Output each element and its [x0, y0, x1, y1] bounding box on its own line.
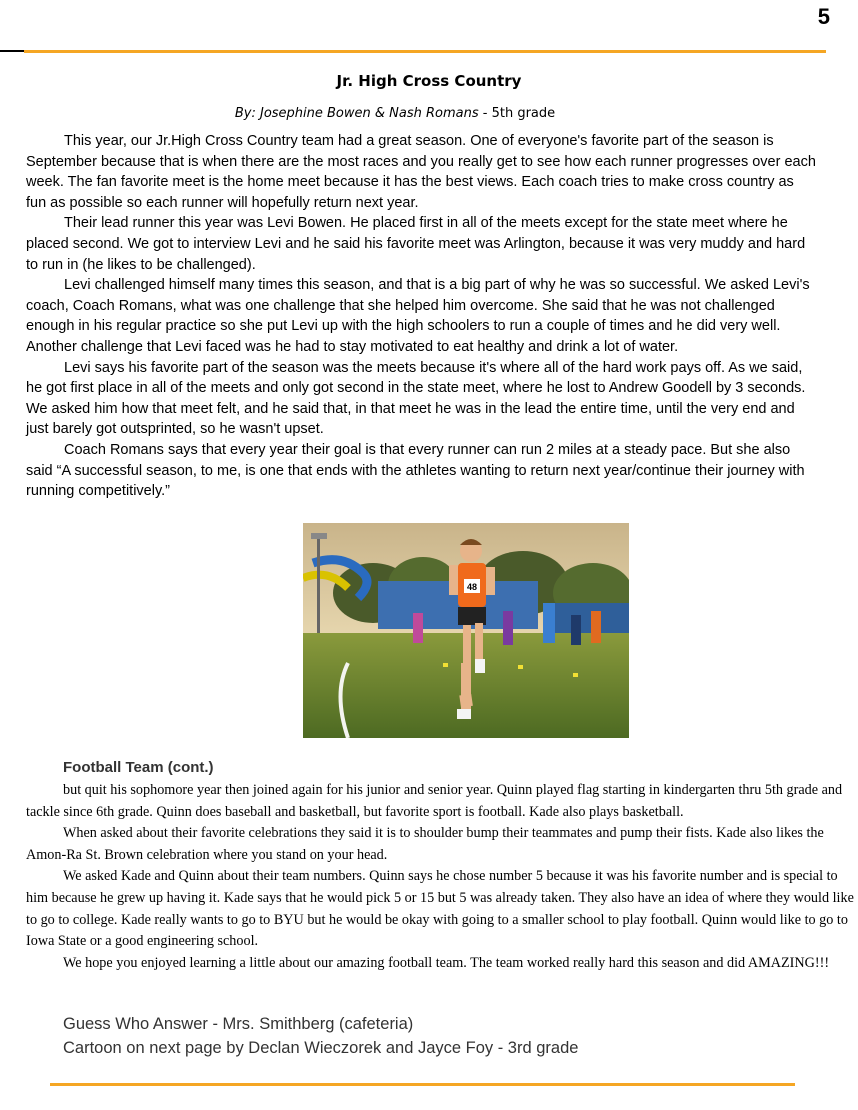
article-paragraph: Their lead runner this year was Levi Bowen. He placed first in all of the meets except for the state meet where he placed second. We got to interview Levi and he said his favorite meet was Arlington, because it was very muddy and hard to run in (he likes to be challenged).: [26, 215, 806, 273]
guess-who-answer: Guess Who Answer - Mrs. Smithberg (cafeteria): [63, 1015, 414, 1033]
article-body: [26, 131, 816, 502]
football-paragraph: We asked Kade and Quinn about their team numbers. Quinn says he chose number 5 because it was his favorite number and is special to him because he grew up having it. Kade says that he would pick 5 or 15 but 5 was already taken. They also have an idea of where they would like to go to college. Kade really wants to go to BYU but he would be okay with going to a smaller school to play football. Quinn would like to go to Iowa State or a good engineering school.: [26, 868, 854, 950]
byline: [0, 106, 790, 121]
top-divider: [24, 50, 826, 53]
runner-bib-number: 48: [466, 582, 478, 592]
football-heading: Football Team (cont.): [63, 759, 214, 776]
cartoon-note: Cartoon on next page by Declan Wieczorek and Jayce Foy - 3rd grade: [63, 1039, 579, 1057]
article-title: Jr. High Cross Country: [336, 72, 522, 90]
top-rule-black: [0, 50, 24, 52]
article-paragraph: Coach Romans says that every year their goal is that every runner can run 2 miles at a steady pace. But she also said “A successful season, to me, is one that ends with the athletes wanting to return next year/continue their journey with running competitively.”: [26, 441, 805, 500]
page-number: 5: [817, 4, 830, 29]
article-paragraph: Levi says his favorite part of the season was the meets because it's where all of the hard work pays off. As we said, he got first place in all of the meets and only got second in the state meet, where he lost to Andrew Goodell by 3 seconds. We asked him how that meet felt, and he said that, in that meet he was in the lead the entire time, until the very end and just barely got outsprinted, so he wasn't upset.: [26, 359, 806, 438]
footer-notes: [63, 1012, 578, 1060]
byline-grade: - 5th grade: [478, 106, 556, 121]
football-paragraph: We hope you enjoyed learning a little about our amazing football team. The team worked really hard this season and did AMAZING!!!: [63, 954, 830, 971]
article-paragraph: This year, our Jr.High Cross Country team had a great season. One of everyone's favorite part of the season is September because that is when there are the most races and you really get to see how each runner progresses over each week. The fan favorite meet is the home meet because it has the best views. Each coach tries to make cross country as fun as possible so each runner will hopefully return next year.: [26, 133, 816, 211]
football-paragraph: When asked about their favorite celebrations they said it is to shoulder bump their teammates and pump their fists. Kade also likes the Amon-Ra St. Brown celebration where you stand on your head.: [26, 825, 824, 863]
article-paragraph: Levi challenged himself many times this season, and that is a big part of why he was so successful. We asked Levi's coach, Coach Romans, what was one challenge that she helped him overcome. She said that he was not challenged enough in his regular practice so she put Levi up with the high schoolers to run a couple of times and he did very well. Another challenge that Levi faced was he had to stay motivated to eat healthy and drink a lot of water.: [26, 277, 810, 355]
bottom-divider: [50, 1083, 795, 1086]
cross-country-runner-photo: [303, 523, 629, 738]
byline-authors: By: Josephine Bowen & Nash Romans: [234, 106, 479, 121]
football-body: [26, 780, 854, 974]
football-paragraph: but quit his sophomore year then joined again for his junior and senior year. Quinn played flag starting in kindergarten thru 5th grade and tackle since 6th grade. Quinn does baseball and basketball, but favorite sport is football. Kade also plays basketball.: [26, 782, 843, 820]
